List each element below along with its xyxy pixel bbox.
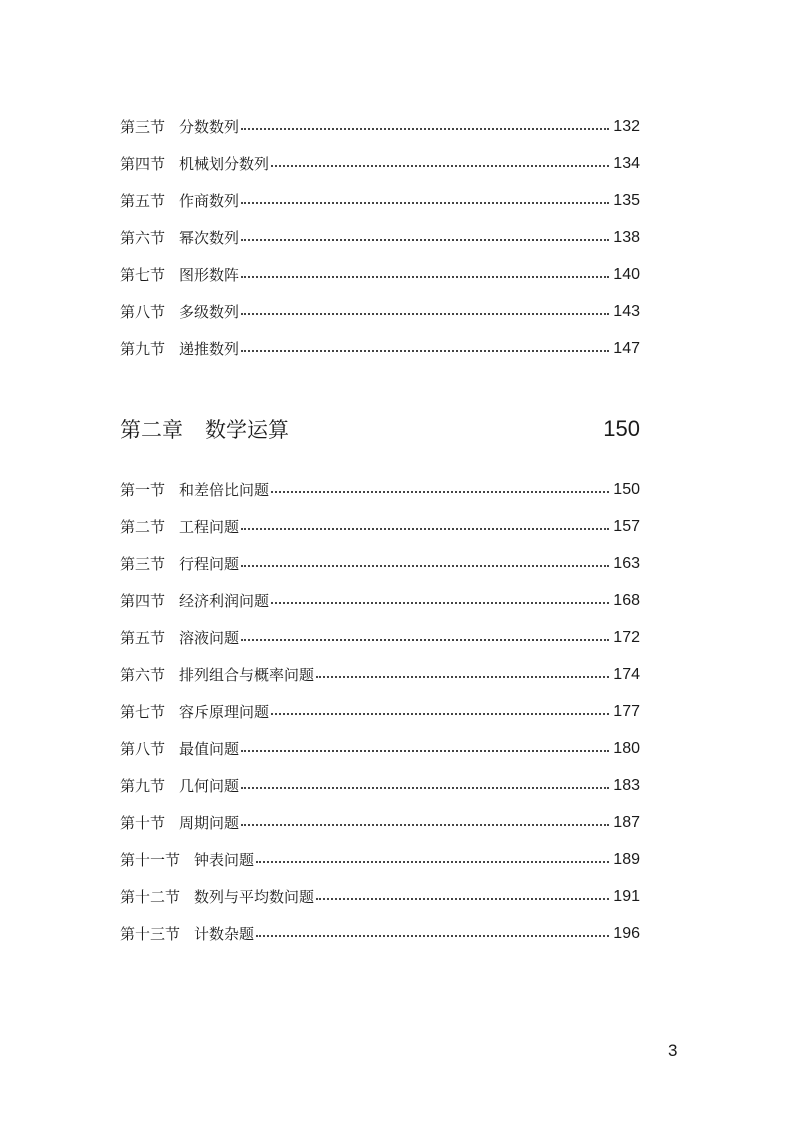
toc-entry[interactable]: [120, 884, 640, 910]
section-number: 第十节: [120, 814, 166, 832]
section-number: 第八节: [120, 740, 166, 758]
page-number: 140: [613, 266, 640, 283]
toc-entry[interactable]: [120, 151, 640, 177]
page-number: 172: [613, 629, 640, 646]
toc-entry[interactable]: [120, 477, 640, 503]
page-number: 132: [613, 118, 640, 135]
section-number: 第三节: [120, 118, 166, 136]
toc-entry[interactable]: [120, 114, 640, 140]
chapter-title: 数学运算: [205, 418, 289, 442]
section-title: 图形数阵: [179, 266, 240, 284]
section-title: 和差倍比问题: [179, 481, 270, 499]
section-number: 第八节: [120, 303, 166, 321]
section-title: 最值问题: [179, 740, 240, 758]
dot-leader: [241, 239, 609, 241]
page-number: 134: [613, 155, 640, 172]
dot-leader: [316, 898, 609, 900]
toc-entry[interactable]: [120, 225, 640, 251]
toc-entry[interactable]: [120, 299, 640, 325]
page-number: 163: [613, 555, 640, 572]
dot-leader: [241, 824, 609, 826]
toc-entry[interactable]: [120, 847, 640, 873]
toc-entry[interactable]: [120, 773, 640, 799]
section-title: 钟表问题: [194, 851, 255, 869]
section-title: 数列与平均数问题: [194, 888, 315, 906]
section-title: 工程问题: [179, 518, 240, 536]
section-number: 第三节: [120, 555, 166, 573]
section-title: 溶液问题: [179, 629, 240, 647]
dot-leader: [241, 313, 609, 315]
page-number: 189: [613, 851, 640, 868]
section-title: 容斥原理问题: [179, 703, 270, 721]
section-title: 递推数列: [179, 340, 240, 358]
toc-entry[interactable]: [120, 514, 640, 540]
section-title: 分数数列: [179, 118, 240, 136]
dot-leader: [271, 491, 609, 493]
section-number: 第四节: [120, 155, 166, 173]
page-number: 135: [613, 192, 640, 209]
section-number: 第五节: [120, 629, 166, 647]
dot-leader: [271, 165, 609, 167]
toc-entry[interactable]: [120, 262, 640, 288]
section-number: 第二节: [120, 518, 166, 536]
section-title: 周期问题: [179, 814, 240, 832]
section-number: 第一节: [120, 481, 166, 499]
section-title: 计数杂题: [194, 925, 255, 943]
dot-leader: [256, 861, 609, 863]
dot-leader: [241, 639, 609, 641]
toc-entry[interactable]: [120, 551, 640, 577]
dot-leader: [256, 935, 609, 937]
toc-entry[interactable]: [120, 662, 640, 688]
section-number: 第七节: [120, 703, 166, 721]
page-number: 150: [613, 481, 640, 498]
section-number: 第十三节: [120, 925, 181, 943]
section-title: 机械划分数列: [179, 155, 270, 173]
toc-entry[interactable]: [120, 625, 640, 651]
page-number: 157: [613, 518, 640, 535]
toc-entry[interactable]: [120, 736, 640, 762]
page-number: 143: [613, 303, 640, 320]
section-number: 第五节: [120, 192, 166, 210]
section-number: 第六节: [120, 229, 166, 247]
dot-leader: [241, 128, 609, 130]
page-number: 168: [613, 592, 640, 609]
section-number: 第九节: [120, 777, 166, 795]
page-number: 147: [613, 340, 640, 357]
toc-entry[interactable]: [120, 588, 640, 614]
dot-leader: [241, 276, 609, 278]
section-title: 幂次数列: [179, 229, 240, 247]
section-title: 经济利润问题: [179, 592, 270, 610]
page-number: 177: [613, 703, 640, 720]
toc-entry[interactable]: [120, 699, 640, 725]
dot-leader: [241, 528, 609, 530]
dot-leader: [241, 202, 609, 204]
dot-leader: [316, 676, 609, 678]
dot-leader: [241, 787, 609, 789]
section-title: 行程问题: [179, 555, 240, 573]
page-number: 191: [613, 888, 640, 905]
page-number: 196: [613, 925, 640, 942]
section-title: 排列组合与概率问题: [179, 666, 315, 684]
dot-leader: [271, 602, 609, 604]
dot-leader: [271, 713, 609, 715]
toc-entry[interactable]: [120, 336, 640, 362]
section-title: 多级数列: [179, 303, 240, 321]
section-title: 几何问题: [179, 777, 240, 795]
section-number: 第十一节: [120, 851, 181, 869]
chapter-number: 第二章: [120, 418, 183, 442]
section-number: 第六节: [120, 666, 166, 684]
dot-leader: [241, 750, 609, 752]
page-number: 180: [613, 740, 640, 757]
page-number: 138: [613, 229, 640, 246]
page-number: 183: [613, 777, 640, 794]
page-folio: 3: [668, 1041, 678, 1060]
section-number: 第七节: [120, 266, 166, 284]
toc-entry[interactable]: [120, 188, 640, 214]
section-number: 第九节: [120, 340, 166, 358]
toc-entry[interactable]: [120, 810, 640, 836]
chapter-page-number: 150: [603, 416, 640, 441]
toc-entry[interactable]: [120, 921, 640, 947]
section-title: 作商数列: [179, 192, 240, 210]
page-number: 187: [613, 814, 640, 831]
section-number: 第四节: [120, 592, 166, 610]
page-number: 174: [613, 666, 640, 683]
dot-leader: [241, 350, 609, 352]
chapter-heading[interactable]: [120, 412, 640, 446]
section-number: 第十二节: [120, 888, 181, 906]
dot-leader: [241, 565, 609, 567]
